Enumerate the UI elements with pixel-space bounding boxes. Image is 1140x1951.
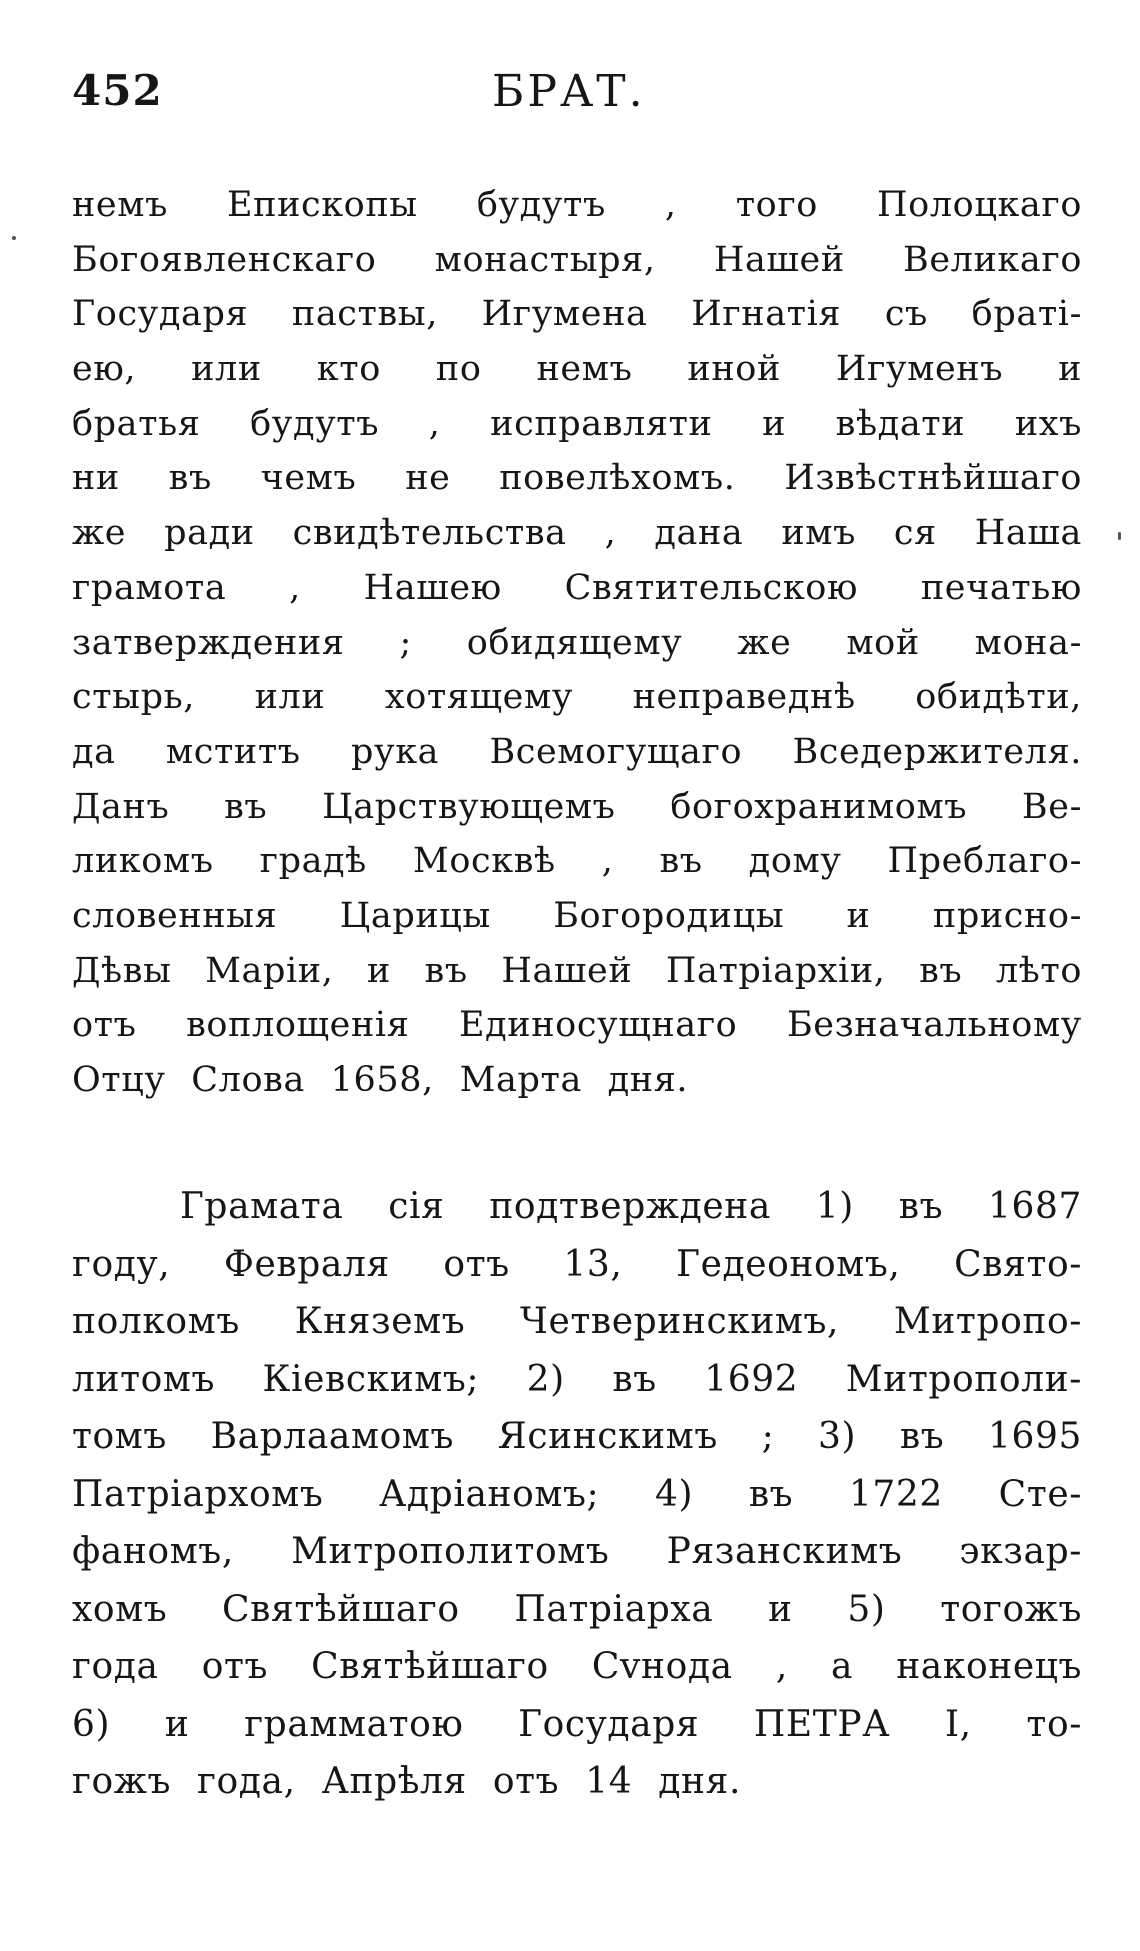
text-line: же ради свидѣтельства , дана имъ ся Наша (72, 513, 1082, 554)
text-line: Дѣвы Марiи, и въ Нашей Патрiархiи, въ лѣто (72, 950, 1082, 991)
ink-speck (1118, 532, 1121, 540)
paragraph-1 (72, 178, 1082, 1108)
text-line: 6) и грамматою Государя ПЕТРА I, то- (72, 1703, 1082, 1745)
text-line: хомъ Святѣйшаго Патрiарха и 5) тогожъ (72, 1588, 1082, 1630)
text-line: томъ Варлаамомъ Ясинскимъ ; 3) въ 1695 (72, 1416, 1082, 1457)
text-line: фаномъ, Митрополитомъ Рязанскимъ экзар- (72, 1531, 1082, 1572)
text-line: затверждения ; обидящему же мой мона- (72, 622, 1082, 663)
text-line: Данъ въ Царствующемъ богохранимомъ Ве- (72, 786, 1082, 827)
page-number: 452 (72, 66, 163, 115)
page-header (72, 66, 1082, 136)
text-line: словенныя Царицы Богородицы и присно- (72, 895, 1082, 936)
text-line: году, Февраля отъ 13, Гедеономъ, Свято- (72, 1243, 1082, 1285)
ink-speck (12, 236, 16, 240)
text-line: литомъ Кiевскимъ; 2) въ 1692 Митрополи- (72, 1358, 1082, 1400)
text-line: братья будутъ , исправляти и вѣдати ихъ (72, 403, 1082, 444)
text-line: ею, или кто по немъ иной Игуменъ и (72, 349, 1082, 390)
text-line: Богоявленскаго монастыря, Нашей Великаго (72, 239, 1082, 280)
text-line: ни въ чемъ не повелѣхомъ. Извѣстнѣйшаго (72, 458, 1082, 499)
text-line: года отъ Святѣйшаго Сvнода , а наконецъ (72, 1646, 1082, 1687)
text-line: Государя паствы, Игумена Игнатія съ братi- (72, 294, 1082, 335)
running-head: БРАТ. (492, 66, 646, 117)
text-line: стырь, или хотящему неправеднѣ обидѣти, (72, 677, 1082, 718)
text-line: Отцу Слова 1658, Марта дня. (72, 1060, 689, 1100)
paragraph-2 (72, 1178, 1082, 1811)
text-line: да мститъ рука Всемогущаго Вседержителя. (72, 731, 1082, 772)
text-line: немъ Епископы будутъ , тогo Полоцкаго (72, 185, 1082, 225)
text-line: ликомъ градѣ Москвѣ , въ дому Преблаго- (72, 841, 1082, 882)
text-line: отъ воплощенiя Единосущнаго Безначальному (72, 1005, 1082, 1046)
text-line: Грамата сiя подтверждена 1) въ 1687 (180, 1186, 1082, 1227)
text-line: полкомъ Княземъ Четверинскимъ, Митропо- (72, 1301, 1082, 1342)
text-line: Патрiархомъ Адрiаномъ; 4) въ 1722 Сте- (72, 1473, 1082, 1515)
text-line: гожъ года, Апрѣля отъ 14 дня. (72, 1761, 741, 1802)
text-line: грамота , Нашею Святительскою печатью (72, 567, 1082, 608)
